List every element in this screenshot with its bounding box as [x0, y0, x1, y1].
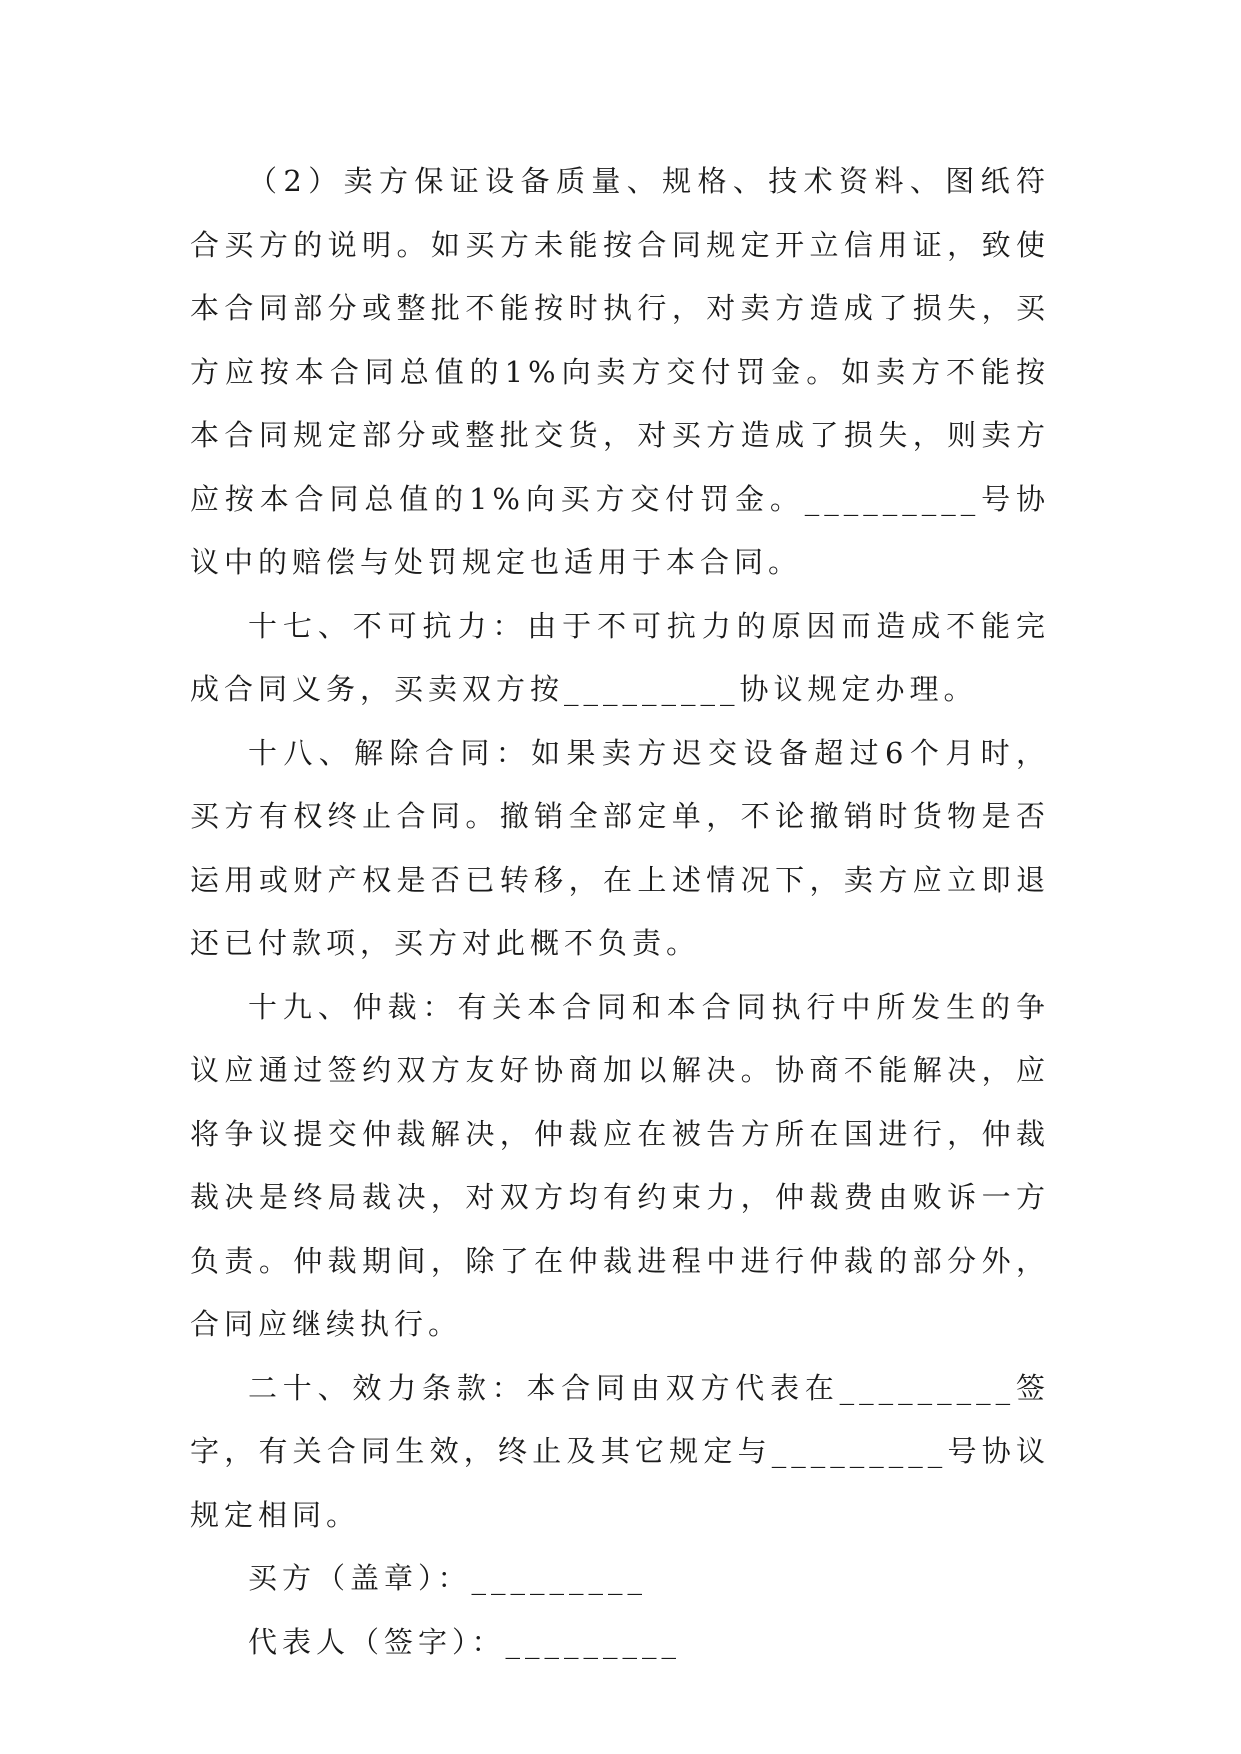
- paragraph-force-majeure: 十七、不可抗力：由于不可抗力的原因而造成不能完成合同义务，买卖双方按_________协议规定办理。: [190, 608, 1050, 706]
- paragraph-penalty-clause: （2）卖方保证设备质量、规格、技术资料、图纸符合买方的说明。如买方未能按合同规定开立信用证，致使本合同部分或整批不能按时执行，对卖方造成了损失，买方应按本合同总值的1%向卖方交付罚金。如卖方不能按本合同规定部分或整批交货，对买方造成了损失，则卖方应按本合同总值的1%向买方交付罚金。_________号协议中的赔偿与处罚规定也适用于本合同。: [190, 164, 1050, 579]
- paragraph-termination: 十八、解除合同：如果卖方迟交设备超过6个月时，买方有权终止合同。撤销全部定单，不论撤销时货物是否运用或财产权是否已转移，在上述情况下，卖方应立即退还已付款项，买方对此概不负责。: [190, 735, 1050, 960]
- contract-body: [190, 150, 1050, 1674]
- paragraph-validity: 二十、效力条款：本合同由双方代表在_________签字，有关合同生效，终止及其它规定与_________号协议规定相同。: [190, 1370, 1050, 1532]
- paragraph-arbitration: 十九、仲裁：有关本合同和本合同执行中所发生的争议应通过签约双方友好协商加以解决。协商不能解决，应将争议提交仲裁解决，仲裁应在被告方所在国进行，仲裁裁决是终局裁决，对双方均有约束力，仲裁费由败诉一方负责。仲裁期间，除了在仲裁进程中进行仲裁的部分外，合同应继续执行。: [190, 989, 1050, 1341]
- buyer-seal-line: 买方（盖章）：_________: [248, 1561, 648, 1595]
- representative-signature-line: 代表人（签字）：_________: [248, 1624, 682, 1659]
